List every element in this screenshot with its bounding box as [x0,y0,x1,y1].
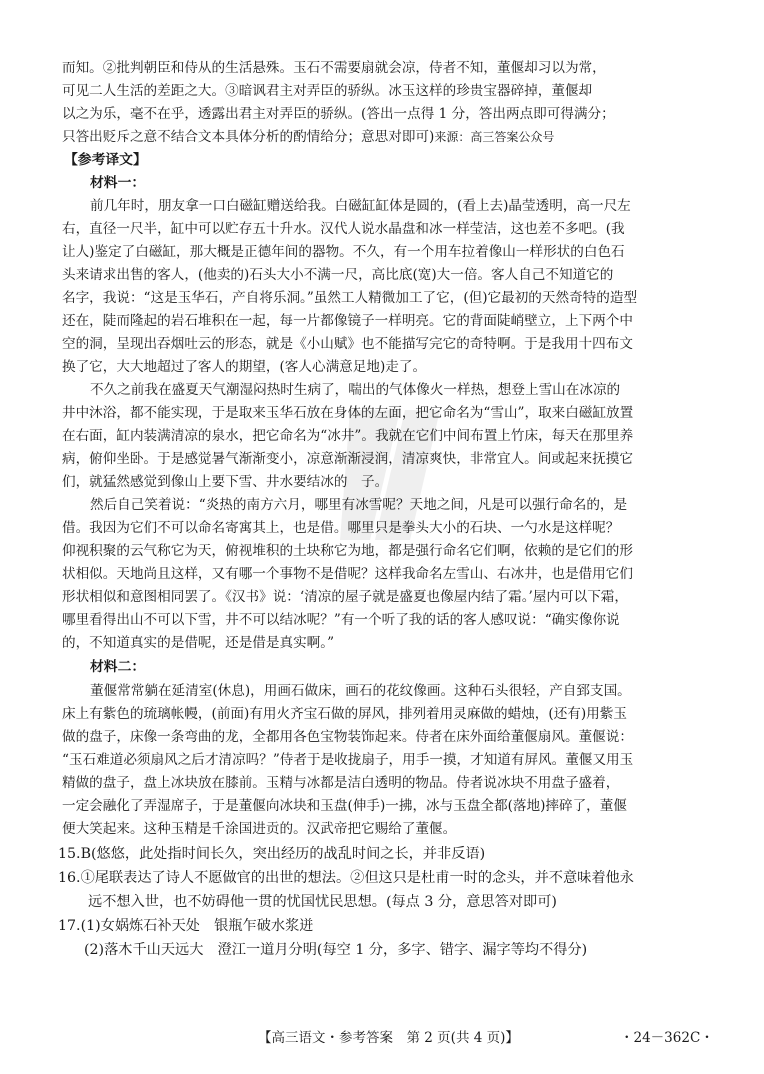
material2-line: 便大笑起来。这种玉精是千涂国进贡的。汉武帝把它赐给了董偃。 [62,821,457,837]
material1-line: 然后自己笑着说：“炎热的南方六月，哪里有冰雪呢？天地之间，凡是可以强行命名的，是 [90,497,628,513]
intro-line-1: 而知。②批判朝臣和侍从的生活悬殊。玉石不需要扇就会凉，侍者不知，董偃却习以为常， [62,60,606,76]
material1-line: 名字，我说：“这是玉华石，产自将乐洞。”虽然工人精微加工了它，(但)它最初的天然奇特的造型 [62,290,638,306]
material2-label: 材料二： [90,659,146,675]
material1-line: 前几年时，朋友拿一口白磁缸赠送给我。白磁缸缸体是圆的，(看上去)晶莹透明，高一尺左 [90,198,631,214]
material1-line: 井中沐浴，都不能实现，于是取来玉华石放在身体的左面，把它命名为“雪山”，取来白磁缸放置 [62,405,634,421]
intro-line-2: 可见二人生活的差距之大。③暗讽君主对弄臣的骄纵。冰玉这样的珍贵宝器碎掉，董偃却 [62,83,593,99]
material1-line: 让人)鉴定了白磁缸，那大概是正德年间的器物。不久，有一个用车拉着像山一样形状的白色石 [62,244,625,260]
material1-line: 仰视积聚的云气称它为天，俯视堆积的土块称它为地，都是强行命名它们啊，依赖的是它们的形 [62,543,633,559]
intro-line-4 [62,126,710,149]
answer-17-1: 17.(1)女娲炼石补天处 银瓶乍破水浆迸 [58,918,314,934]
material1-line: 不久之前我在盛夏天气潮湿闷热时生病了，喘出的气体像火一样热，想登上雪山在冰凉的 [90,382,621,398]
material1-line: 病，俯仰坐卧。于是感觉暑气渐渐变小，凉意渐渐浸润，清凉爽快，非常宜人。间或起来抚摸它 [62,451,633,467]
intro-line-4-text: 只答出贬斥之意不结合文本具体分析的酌情给分；意思对即可) [62,129,435,145]
material1-line: 还在，陡而隆起的岩石堆积在一起，每一片都像镜子一样明亮。它的背面陡峭壁立，上下两个中 [62,313,633,329]
material1-line: 在右面，缸内装满清凉的泉水，把它命名为“冰井”。我就在它们中间布置上竹床，每天在那里养 [62,428,634,444]
section-title: 【参考译文】 [64,152,147,168]
material1-line: 右，直径一尺半，缸中可以贮存五十升水。汉代人说水晶盘和冰一样莹洁，这也差不多吧。(我 [62,221,625,237]
material1-line: 空的洞，呈现出吞烟吐云的形态，就是《小山赋》也不能描写完它的奇特啊。于是我用十四布文 [62,336,633,352]
material1-line: 形状相似和意图相同罢了。《汉书》说：‘清凉的屋子就是盛夏也像屋内结了霜。’屋内可以下霜， [62,589,628,605]
footer-page-info: 【高三语文・参考答案 第 2 页(共 4 页)】 [258,1030,519,1046]
footer-code: ・24－362C・ [620,1030,714,1046]
source-note: 来源：高三答案公众号 [434,130,555,144]
material1-line: 哪里看得出山不可以下雪，井不可以结冰呢？”有一个听了我的话的客人感叹说：“确实像你说 [62,612,620,628]
material1-label: 材料一： [90,175,146,191]
material1-line: 借。我因为它们不可以命名寄寓其上，也是借。哪里只是拳头大小的石块、一勺水是这样呢？ [62,520,620,536]
intro-line-3: 以之为乐，毫不在乎，透露出君主对弄臣的骄纵。(答出一点得 1 分，答出两点即可得满分； [62,106,615,122]
answer-17-2: (2)落木千山天远大 澄江一道月分明(每空 1 分，多字、错字、漏字等均不得分) [84,942,588,958]
material1-line: 的，不知道真实的是借呢，还是借是真实啊。” [62,635,335,651]
answer-16-line-2: 远不想入世，也不妨碍他一贯的忧国忧民思想。(每点 3 分，意思答对即可) [88,894,557,910]
material2-line: 一定会融化了弄湿席子，于是董偃向冰块和玉盘(伸手)一拂，冰与玉盘全都(落地)摔碎了，董偃 [62,798,627,814]
material2-line: 床上有紫色的琉璃帐幔，(前面)有用火齐宝石做的屏风，排列着用灵麻做的蜡烛，(还有)用紫玉 [62,706,627,722]
material1-line: 们，就猛然感觉到像山上要下雪、井水要结冰的 子。 [62,474,389,490]
material1-line: 头来请求出售的客人，(他卖的)石头大小不满一尺，高比底(宽)大一倍。客人自己不知道它的 [62,267,614,283]
material2-line: 做的盘子，床像一条弯曲的龙，全都用各色宝物装饰起来。侍者在床外面给董偃扇风。董偃说： [62,729,633,745]
material1-line: 换了它，大大地超过了客人的期望，(客人心满意足地)走了。 [62,359,427,375]
answer-15: 15.B(悠悠，此处指时间长久，突出经历的战乱时间之长，并非反语) [58,846,486,862]
material1-line: 状相似。天地尚且这样，又有哪一个事物不是借呢？这样我命名左雪山、右冰井，也是借用它们 [62,566,633,582]
material2-line: “玉石难道必须扇风之后才清凉吗？”侍者于是收拢扇子，用手一摸，才知道有屏风。董偃又用玉 [62,752,634,768]
material2-line: 董偃常常躺在延清室(休息)，用画石做床，画石的花纹像画。这种石头很轻，产自郅支国。 [90,683,631,699]
answer-16-line-1: 16.①尾联表达了诗人不愿做官的出世的想法。②但这只是杜甫一时的念头，并不意味着他永 [58,870,634,886]
material2-line: 精做的盘子，盘上冰块放在膝前。玉精与冰都是洁白透明的物品。侍者说冰块不用盘子盛着， [62,775,620,791]
